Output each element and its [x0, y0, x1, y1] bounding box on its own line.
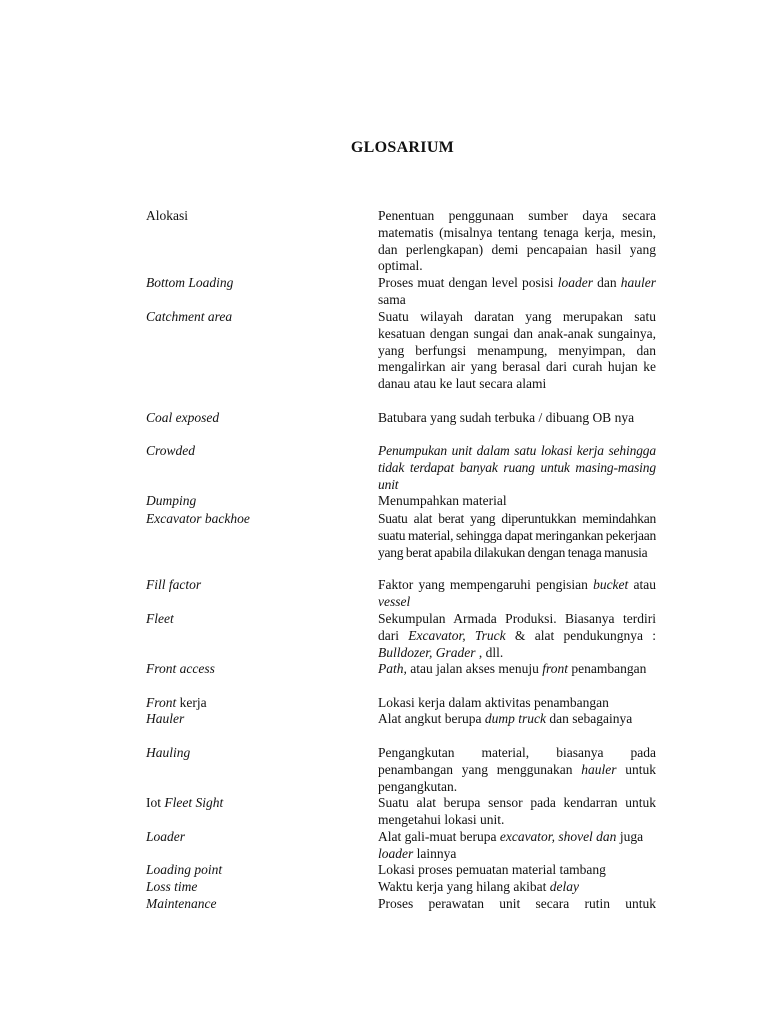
glossary-definition: Alat angkut berupa dump truck dan sebagainya [378, 711, 633, 726]
glossary-term: Maintenance [146, 896, 217, 911]
glossary-definition: Waktu kerja yang hilang akibat delay [378, 879, 579, 894]
glossary-term: Catchment area [146, 309, 233, 324]
glossary-term: Front kerja [146, 695, 207, 710]
glossary-term: Iot Fleet Sight [146, 795, 224, 810]
glossary-term: Alokasi [146, 208, 188, 223]
glossary-term: Loading point [146, 862, 223, 877]
glossary-definition: Proses muat dengan level posisi loader dan hauler sama [378, 275, 656, 307]
glossary-term: Hauler [146, 711, 185, 726]
glossary-definition: Lokasi proses pemuatan material tambang [378, 862, 606, 877]
glossary-term: Loss time [146, 879, 198, 894]
glossary-term: Coal exposed [146, 410, 220, 425]
glossary-term: Front access [146, 661, 215, 676]
page-title: GLOSARIUM [350, 139, 455, 156]
glossary-term: Crowded [146, 443, 196, 458]
glossary-definition: Suatu alat berat yang diperuntukkan memindahkan suatu material, sehingga dapat meringankan pekerjaan yang berat apabila dilakukan dengan tenaga manusia [378, 511, 656, 560]
glossary-term: Dumping [146, 493, 197, 508]
glossary-term: Loader [146, 829, 186, 844]
glossary-definition: Proses perawatan unit secara rutin untuk [378, 896, 656, 911]
glossary-definition: Menumpahkan material [378, 493, 507, 508]
glossary-definition: Path, atau jalan akses menuju front penambangan [378, 661, 647, 676]
glossary-term: Fleet [146, 611, 174, 626]
glossary-definition: Faktor yang mempengaruhi pengisian bucket atau vessel [378, 577, 656, 609]
glossary-definition: Alat gali-muat berupa excavator, shovel dan juga loader lainnya [378, 829, 644, 861]
glossary-definition: Penumpukan unit dalam satu lokasi kerja sehingga tidak terdapat banyak ruang untuk masing-masing unit [378, 443, 656, 492]
glossary-definition: Suatu alat berupa sensor pada kendarran untuk mengetahui lokasi unit. [378, 795, 656, 827]
glossary-definition: Sekumpulan Armada Produksi. Biasanya terdiri dari Excavator, Truck & alat pendukungnya : Bulldozer, Grader , dll. [378, 611, 656, 660]
glossary-definition: Suatu wilayah daratan yang merupakan satu kesatuan dengan sungai dan anak-anak sungainya, yang berfungsi menampung, menyimpan, dan mengalirkan air yang berasal dari curah hujan ke danau atau ke laut secara alami [378, 309, 656, 392]
glossary-term: Fill factor [146, 577, 202, 592]
glossary-term: Bottom Loading [146, 275, 234, 290]
glossary-definition: Batubara yang sudah terbuka / dibuang OB nya [378, 410, 635, 425]
glossary-term: Hauling [146, 745, 191, 760]
glossary-term: Excavator backhoe [146, 511, 250, 526]
glossary-definition: Penentuan penggunaan sumber daya secara matematis (misalnya tentang tenaga kerja, mesin, dan perlengkapan) demi pencapaian hasil yang optimal. [378, 208, 656, 274]
glossary-definition: Pengangkutan material, biasanya pada penambangan yang menggunakan hauler untuk pengangkutan. [378, 745, 656, 794]
glossary-definition: Lokasi kerja dalam aktivitas penambangan [378, 695, 609, 710]
